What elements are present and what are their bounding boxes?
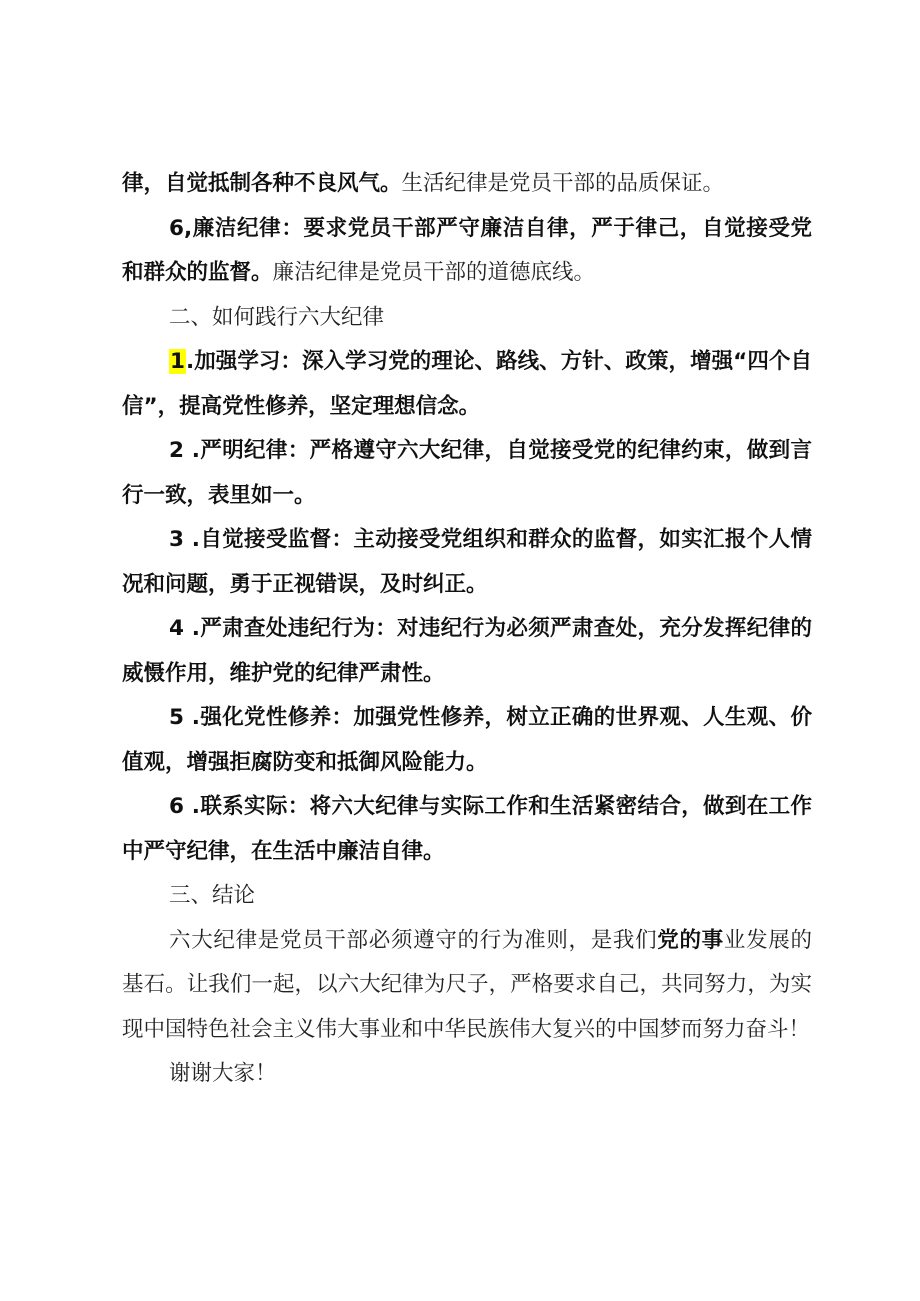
clean-discipline-plain: 廉洁纪律是党员干部的道德底线。 [272, 260, 596, 285]
clean-discipline-bold: 6,廉洁纪律：要求党员干部严守廉洁自律，严于律己，自觉接受党和群众的监督。 [122, 215, 812, 285]
item-separator: . [183, 794, 200, 819]
item-text: 严明纪律：严格遵守六大纪律，自觉接受党的纪律约束，做到言行一致，表里如一。 [122, 438, 812, 508]
item-number: 5 [169, 705, 184, 730]
item-number: 2 [169, 438, 184, 463]
conclusion-bold-phrase: 党的事 [657, 927, 724, 953]
paragraph-conclusion [122, 919, 812, 1053]
item-text: 严肃查处违纪行为：对违纪行为必须严肃查处，充分发挥纪律的威慑作用，维护党的纪律严肃性。 [122, 616, 812, 686]
practice-item-1 [122, 340, 812, 429]
section-heading-two: 二、如何践行六大纪律 [169, 304, 385, 330]
item-text: 联系实际：将六大纪律与实际工作和生活紧密结合，做到在工作中严守纪律，在生活中廉洁自律。 [122, 794, 812, 864]
conclusion-part-1: 六大纪律是党员干部必须遵守的行为准则，是我们 [169, 927, 658, 953]
section-heading-three: 三、结论 [169, 883, 256, 908]
item-number: 3 [169, 527, 184, 552]
item-text: 加强学习：深入学习党的理论、路线、方针、政策，增强“四个自信”，提高党性修养，坚定理想信念。 [122, 349, 812, 419]
life-discipline-plain: 生活纪律是党员干部的品质保证。 [401, 171, 725, 196]
practice-item-4 [122, 607, 812, 696]
conclusion-part-3: 业发展的基石。让我们一起，以六大纪律为尺子，严格要求自己，共同努力，为实现中国特色社会主义伟大事业和中华民族伟大复兴的中国梦而努力奋斗！ [122, 927, 812, 1042]
item-separator: . [183, 616, 200, 641]
item-separator: . [185, 349, 195, 374]
paragraph-clean-discipline [122, 207, 812, 296]
practice-item-2 [122, 429, 812, 518]
practice-item-5 [122, 696, 812, 785]
item-text: 强化党性修养：加强党性修养，树立正确的世界观、人生观、价值观，增强拒腐防变和抵御风险能力。 [122, 705, 812, 775]
document-body [122, 162, 812, 1097]
practice-item-3 [122, 518, 812, 607]
item-separator: . [183, 527, 200, 552]
closing-thanks: 谢谢大家！ [169, 1061, 277, 1086]
paragraph-life-discipline-tail [122, 162, 812, 207]
item-text: 自觉接受监督：主动接受党组织和群众的监督，如实汇报个人情况和问题，勇于正视错误，及时纠正。 [122, 527, 812, 597]
life-discipline-bold: 律，自觉抵制各种不良风气。 [122, 171, 402, 196]
item-number: 6 [169, 794, 184, 819]
item-number: 4 [169, 616, 184, 641]
practice-item-6 [122, 785, 812, 874]
item-separator: . [183, 438, 200, 463]
item-number-highlight: 1 [170, 349, 185, 374]
item-separator: . [183, 705, 200, 730]
